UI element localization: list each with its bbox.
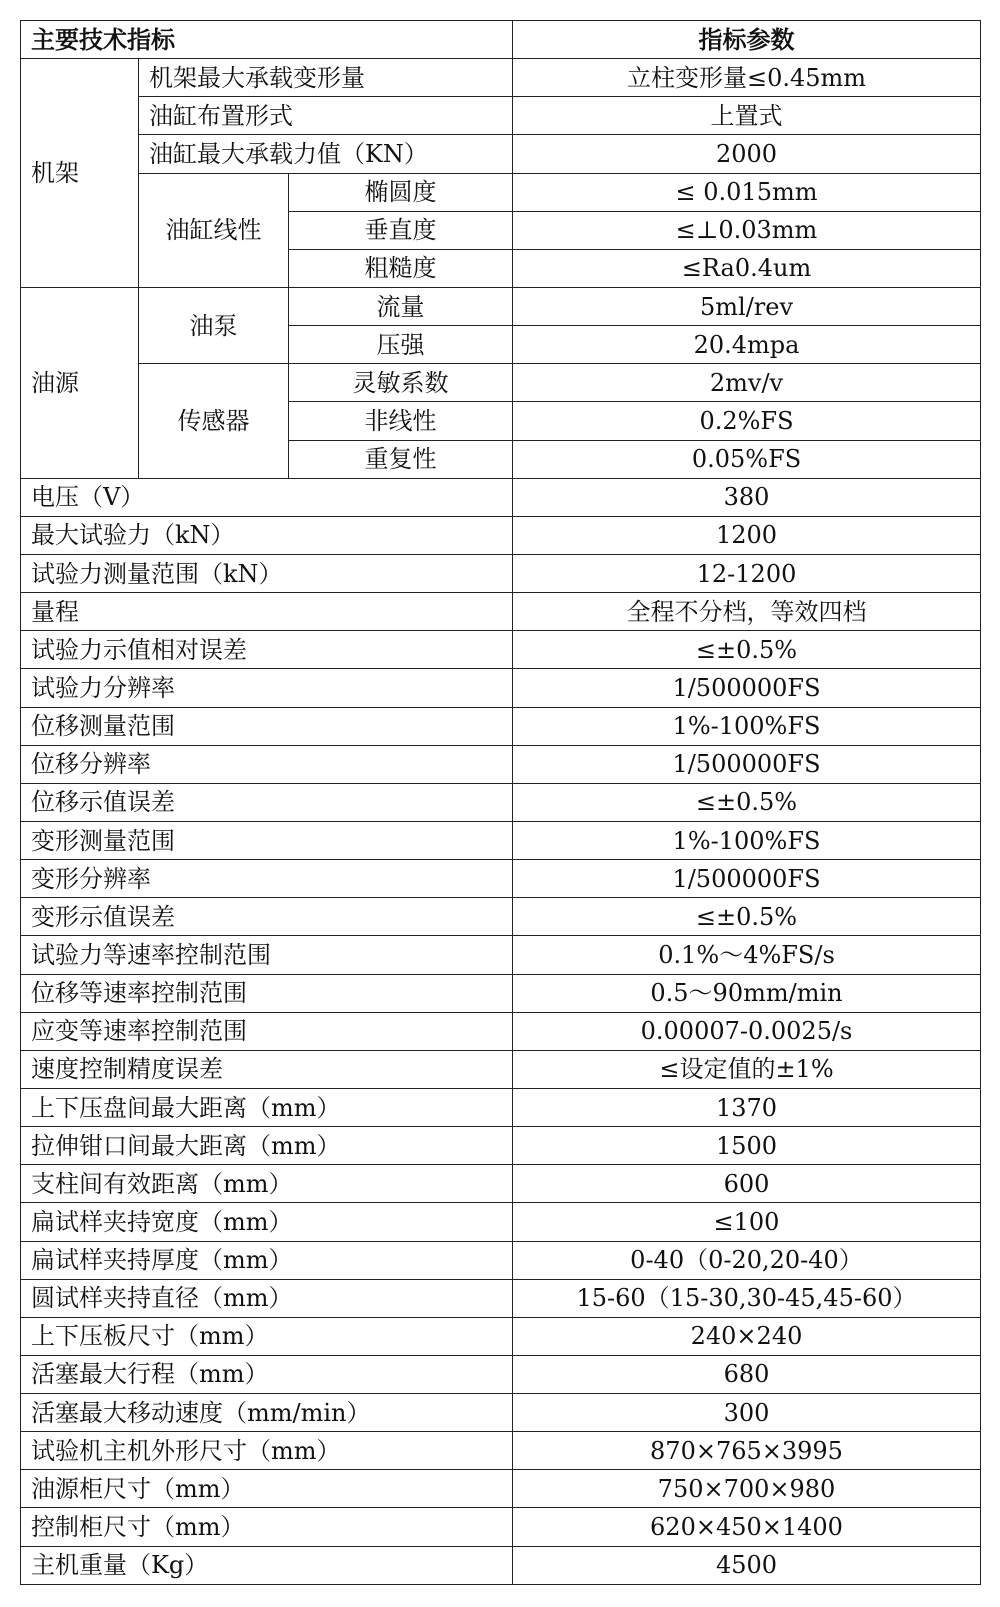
row-label: 活塞最大行程（mm） (21, 1355, 513, 1393)
table-row (21, 898, 981, 936)
row-value: 1/500000FS (513, 860, 981, 898)
row-value: 870×765×3995 (513, 1432, 981, 1470)
table-row (21, 1241, 981, 1279)
row-label: 流量 (289, 287, 513, 325)
subgroup-label-sensor: 传感器 (139, 364, 289, 478)
row-value: 0.2%FS (513, 402, 981, 440)
row-label: 粗糙度 (289, 249, 513, 287)
table-row (21, 631, 981, 669)
row-value: 0-40（0-20,20-40） (513, 1241, 981, 1279)
table-row (21, 59, 981, 97)
row-value: 600 (513, 1165, 981, 1203)
row-value: 380 (513, 478, 981, 516)
row-value: 1/500000FS (513, 745, 981, 783)
row-label: 位移测量范围 (21, 707, 513, 745)
row-label: 试验机主机外形尺寸（mm） (21, 1432, 513, 1470)
row-value: 2mv/v (513, 364, 981, 402)
header-label: 主要技术指标 (21, 21, 513, 59)
row-label: 控制柜尺寸（mm） (21, 1508, 513, 1546)
row-value: ≤100 (513, 1203, 981, 1241)
header-value: 指标参数 (513, 21, 981, 59)
table-row (21, 1355, 981, 1393)
row-value: 1370 (513, 1088, 981, 1126)
table-row (21, 135, 981, 173)
row-value: ≤⊥0.03mm (513, 211, 981, 249)
row-label: 试验力分辨率 (21, 669, 513, 707)
row-label: 变形分辨率 (21, 860, 513, 898)
table-row (21, 593, 981, 631)
table-row (21, 860, 981, 898)
row-label: 垂直度 (289, 211, 513, 249)
row-label: 速度控制精度误差 (21, 1050, 513, 1088)
row-label: 油源柜尺寸（mm） (21, 1470, 513, 1508)
row-value: 620×450×1400 (513, 1508, 981, 1546)
row-value: 300 (513, 1394, 981, 1432)
row-value: 5ml/rev (513, 287, 981, 325)
row-label: 试验力等速率控制范围 (21, 936, 513, 974)
row-label: 扁试样夹持厚度（mm） (21, 1241, 513, 1279)
subgroup-label-linear: 油缸线性 (139, 173, 289, 287)
row-label: 量程 (21, 593, 513, 631)
table-row (21, 1012, 981, 1050)
table-row (21, 364, 981, 402)
row-value: 750×700×980 (513, 1470, 981, 1508)
row-label: 拉伸钳口间最大距离（mm） (21, 1127, 513, 1165)
row-label: 电压（V） (21, 478, 513, 516)
row-label: 椭圆度 (289, 173, 513, 211)
spec-table (20, 20, 981, 1585)
row-label: 压强 (289, 326, 513, 364)
row-label: 油缸布置形式 (139, 97, 513, 135)
row-value: 1/500000FS (513, 669, 981, 707)
row-value: ≤±0.5% (513, 631, 981, 669)
row-label: 主机重量（Kg） (21, 1546, 513, 1584)
header-row (21, 21, 981, 59)
table-row (21, 1088, 981, 1126)
table-row (21, 974, 981, 1012)
row-value: 1%-100%FS (513, 707, 981, 745)
table-row (21, 1165, 981, 1203)
table-row (21, 554, 981, 592)
row-label: 上下压盘间最大距离（mm） (21, 1088, 513, 1126)
row-label: 位移示值误差 (21, 783, 513, 821)
row-value: 0.05%FS (513, 440, 981, 478)
table-row (21, 745, 981, 783)
row-label: 非线性 (289, 402, 513, 440)
row-value: 4500 (513, 1546, 981, 1584)
table-row (21, 173, 981, 211)
subgroup-label-pump: 油泵 (139, 287, 289, 363)
table-row (21, 783, 981, 821)
table-row (21, 478, 981, 516)
row-value: 1200 (513, 516, 981, 554)
row-value: 20.4mpa (513, 326, 981, 364)
row-label: 支柱间有效距离（mm） (21, 1165, 513, 1203)
row-label: 圆试样夹持直径（mm） (21, 1279, 513, 1317)
row-label: 上下压板尺寸（mm） (21, 1317, 513, 1355)
table-row (21, 1470, 981, 1508)
row-label: 最大试验力（kN） (21, 516, 513, 554)
table-row (21, 1203, 981, 1241)
row-value: ≤设定值的±1% (513, 1050, 981, 1088)
row-value: ≤ 0.015mm (513, 173, 981, 211)
row-label: 机架最大承载变形量 (139, 59, 513, 97)
table-row (21, 1127, 981, 1165)
table-row (21, 707, 981, 745)
row-label: 位移等速率控制范围 (21, 974, 513, 1012)
row-value: 上置式 (513, 97, 981, 135)
row-value: 1500 (513, 1127, 981, 1165)
row-value: 680 (513, 1355, 981, 1393)
row-label: 变形示值误差 (21, 898, 513, 936)
row-value: 0.1%～4%FS/s (513, 936, 981, 974)
row-value: ≤±0.5% (513, 898, 981, 936)
row-value: 全程不分档，等效四档 (513, 593, 981, 631)
row-value: ≤±0.5% (513, 783, 981, 821)
row-value: 240×240 (513, 1317, 981, 1355)
row-value: 12-1200 (513, 554, 981, 592)
row-label: 灵敏系数 (289, 364, 513, 402)
row-value: ≤Ra0.4um (513, 249, 981, 287)
row-value: 0.5～90mm/min (513, 974, 981, 1012)
row-label: 活塞最大移动速度（mm/min） (21, 1394, 513, 1432)
table-row (21, 1546, 981, 1584)
table-row (21, 287, 981, 325)
group-label-oil: 油源 (21, 287, 139, 478)
row-value: 15-60（15-30,30-45,45-60） (513, 1279, 981, 1317)
table-row (21, 1279, 981, 1317)
row-label: 重复性 (289, 440, 513, 478)
table-row (21, 1394, 981, 1432)
row-value: 2000 (513, 135, 981, 173)
row-label: 扁试样夹持宽度（mm） (21, 1203, 513, 1241)
row-label: 变形测量范围 (21, 821, 513, 859)
table-row (21, 821, 981, 859)
row-value: 1%-100%FS (513, 821, 981, 859)
row-label: 试验力测量范围（kN） (21, 554, 513, 592)
row-label: 试验力示值相对误差 (21, 631, 513, 669)
group-label-frame: 机架 (21, 59, 139, 288)
row-label: 应变等速率控制范围 (21, 1012, 513, 1050)
row-label: 油缸最大承载力值（KN） (139, 135, 513, 173)
table-row (21, 936, 981, 974)
table-row (21, 1432, 981, 1470)
table-row (21, 1317, 981, 1355)
table-row (21, 516, 981, 554)
table-row (21, 669, 981, 707)
row-value: 0.00007-0.0025/s (513, 1012, 981, 1050)
row-value: 立柱变形量≤0.45mm (513, 59, 981, 97)
table-row (21, 97, 981, 135)
table-row (21, 1050, 981, 1088)
row-label: 位移分辨率 (21, 745, 513, 783)
table-row (21, 1508, 981, 1546)
